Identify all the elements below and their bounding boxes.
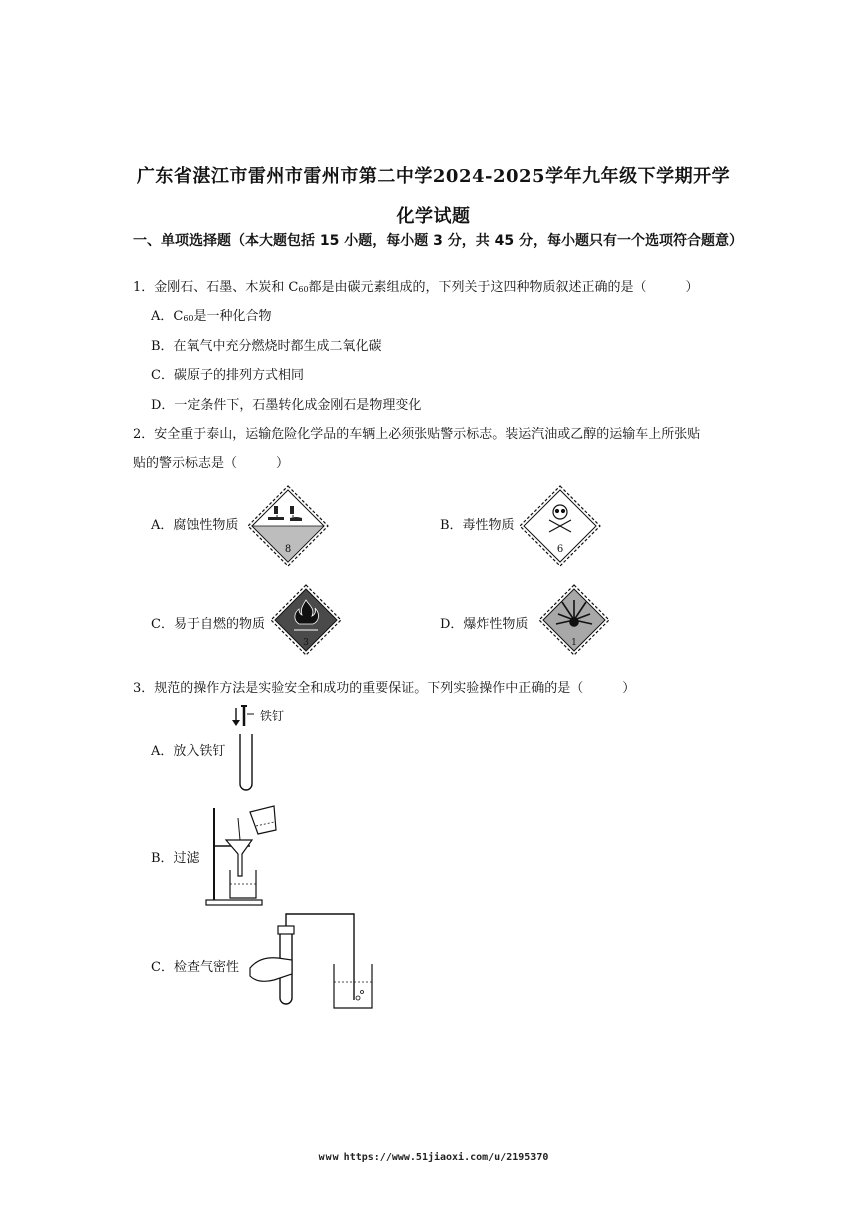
glass-rod [238,818,240,840]
stopper [278,926,294,934]
question-2-stem-line1: 2．安全重于泰山，运输危险化学品的车辆上必须张贴警示标志。装运汽油或乙醇的运输车上所张贴 [133,427,701,442]
footer-watermark-url[interactable]: www https://www.51jiaoxi.com/u/2195370 [318,1152,549,1163]
question-3-stem: 3．规范的操作方法是实验安全和成功的重要保证。下列实验操作中正确的是（ ） [133,681,636,696]
down-arrow-icon [232,720,240,726]
question-2-stem-line2: 贴的警示标志是（ ） [133,456,290,471]
stand-base [206,900,262,905]
delivery-tube [286,914,354,1000]
question-3-option-a: A．放入铁钉 [151,744,226,759]
question-2-option-c: C．易于自燃的物质 [151,617,265,632]
bubble-icon [361,991,364,994]
section-heading: 一、单项选择题（本大题包括 15 小题，每小题 3 分，共 45 分，每小题只有一个选项符合题意） [133,233,743,249]
toxic-class-number: 6 [556,544,564,555]
exam-title-line2: 化学试题 [396,206,471,227]
hand-icon [250,958,292,982]
exam-title-line1: 广东省湛江市雷州市雷州市第二中学2024-2025学年九年级下学期开学 [136,166,731,187]
airtightness-check-figure [244,910,384,1014]
question-1-option-d: D．一定条件下，石墨转化成金刚石是物理变化 [151,398,422,413]
question-2-option-a: A．腐蚀性物质 [151,518,239,533]
question-1-option-a: A．C60是一种化合物 [151,309,272,324]
question-3-option-c: C．检查气密性 [151,960,239,975]
pouring-beaker-icon [250,806,276,834]
explosive-sign [538,584,610,656]
question-3-option-b: B．过滤 [151,851,200,866]
flammable-sign [270,584,342,656]
flammable-class-number: 3 [303,638,309,648]
filtration-figure [200,800,284,910]
toxic-sign [518,484,602,568]
explosive-class-number: 1 [571,638,577,648]
nail-label: 铁钉 [260,709,285,723]
corrosive-sign [246,484,330,568]
question-1-stem: 1．金刚石、石墨、木炭和 C60都是由碳元素组成的，下列关于这四种物质叙述正确的是（ ） [133,280,699,295]
bubble-icon [356,996,360,1000]
question-2-option-b: B．毒性物质 [440,518,515,533]
beaker-icon [334,964,372,1008]
question-2-option-d: D．爆炸性物质 [440,617,529,632]
question-1-option-b: B．在氧气中充分燃烧时都生成二氧化碳 [151,339,382,354]
corrosive-class-number: 8 [284,544,292,555]
question-1-option-c: C．碳原子的排列方式相同 [151,368,304,383]
test-tube-icon [240,734,252,790]
